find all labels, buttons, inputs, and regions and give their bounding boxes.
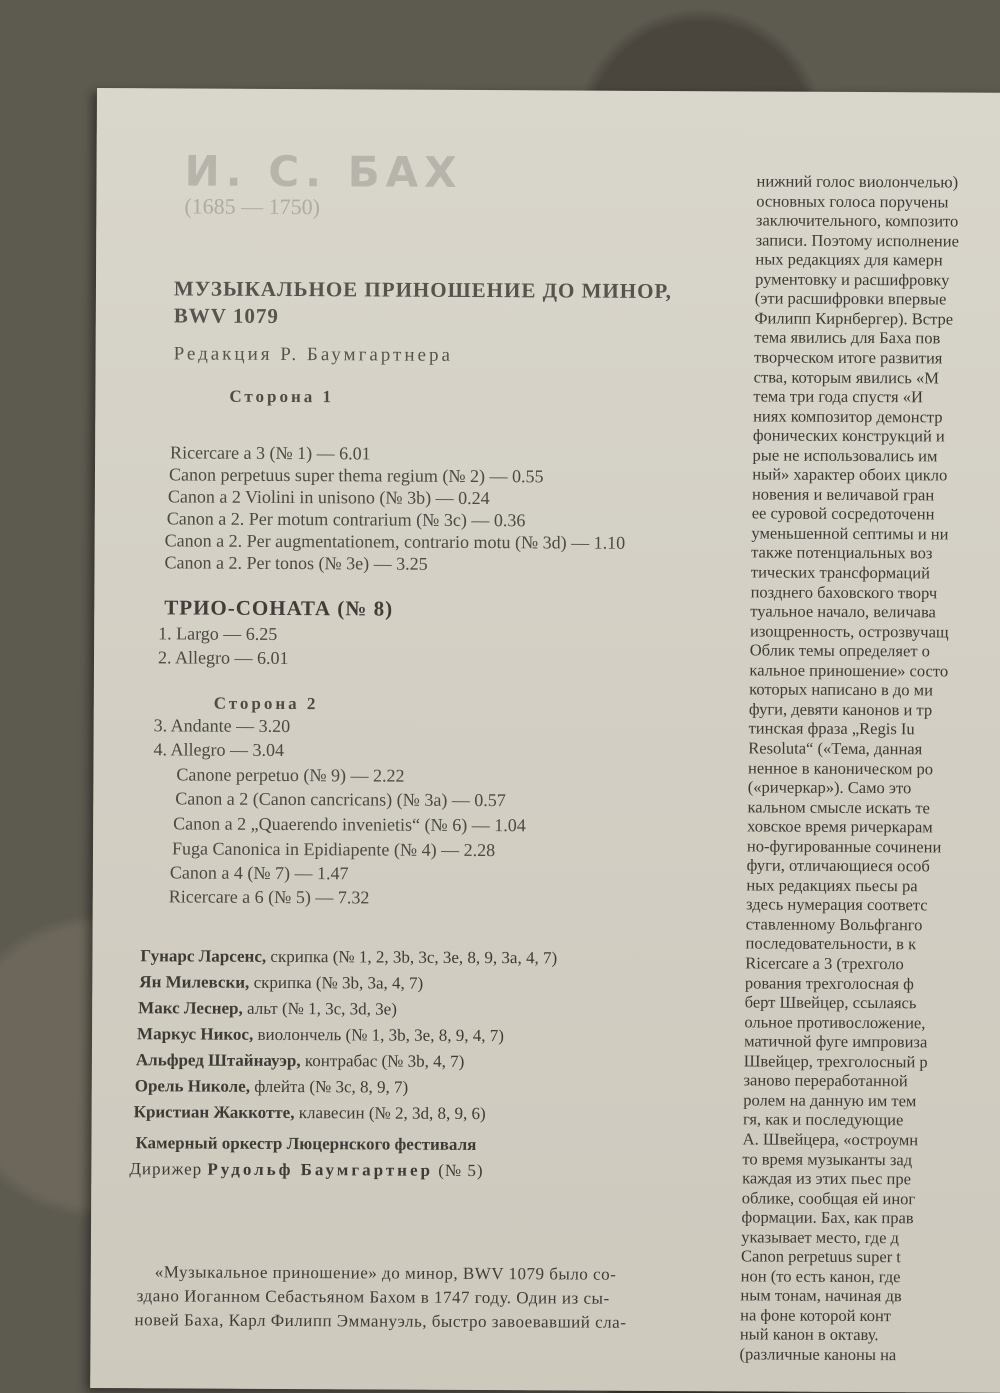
trio-movement: 2. Allegro — 6.01 — [157, 647, 289, 669]
intro-paragraph-line: «Музыкальное приношение» до минор, BWV 1079 было со- — [154, 1262, 617, 1284]
side2-track: Canon a 4 (№ 7) — 1.47 — [169, 862, 349, 884]
orchestra-name: Камерный оркестр Люцернского фестиваля — [135, 1133, 477, 1155]
right-column-line: тических трансформаций — [750, 562, 930, 583]
intro-paragraph-line: здано Иоганном Себастьяном Бахом в 1747 году. Один из сы- — [136, 1286, 610, 1308]
right-column-line: ольное противосложение, — [744, 1012, 926, 1032]
right-column-line: матичной фуге импровиза — [744, 1031, 928, 1052]
right-column-line: ных редакциях для камерн — [755, 249, 943, 270]
conductor-line: Дирижер Рудольф Баумгартнер (№ 5) — [129, 1159, 484, 1181]
right-column-line: фонических конструкций и — [752, 425, 945, 446]
right-column-line: каждая из этих пьес пре — [742, 1168, 912, 1189]
right-column-line: ролем на данную им тем — [743, 1090, 917, 1111]
right-column-line: последовательности, в к — [745, 933, 917, 954]
performer-line: Маркус Никос, виолончель (№ 1, 3b, 3e, 8, 9, 4, 7) — [136, 1024, 504, 1046]
right-column-line: ным тонам, начиная дв — [740, 1285, 902, 1306]
side1-track: Ricercare a 3 (№ 1) — 6.01 — [170, 442, 371, 464]
right-column-line: позднего баховского творч — [750, 581, 938, 602]
composer-years: (1685 — 1750) — [184, 193, 321, 220]
trio-movement: 4. Allegro — 3.04 — [153, 739, 285, 760]
right-column-line: Швейцер, трехголосный р — [743, 1051, 928, 1072]
right-column-line: ховское время ричеркарам — [747, 816, 933, 837]
side2-track: Canon a 2 (Canon cancricans) (№ 3a) — 0.57 — [175, 788, 506, 811]
side2-track: Canone perpetuo (№ 9) — 2.22 — [176, 764, 405, 786]
right-column-line: заключительного, композито — [755, 210, 959, 231]
intro-paragraph-line: новей Баха, Карл Филипп Эммануэль, быстро завоевавший сла- — [134, 1310, 627, 1332]
right-column-line: ненное в каноническом ро — [748, 757, 934, 778]
right-column-line: нижний голос виолончелью) — [756, 171, 959, 192]
edition-credit: Редакция Р. Баумгартнера — [173, 343, 453, 366]
right-column-line: записи. Поэтому исполнение — [755, 230, 960, 251]
right-column-line: формации. Бах, как прав — [741, 1207, 914, 1228]
right-column-line: ниях композитор демонстр — [753, 406, 943, 427]
right-column-line: Resoluta“ («Тема, данная — [748, 738, 923, 759]
performer-line: Орель Николе, флейта (№ 3c, 8, 9, 7) — [134, 1076, 409, 1097]
record-sleeve-back — [90, 88, 1000, 1393]
right-column-line: туальное начало, величава — [750, 601, 936, 622]
side2-track: Canon a 2 „Quaerendo invenietis“ (№ 6) — 1.04 — [173, 813, 526, 836]
right-column-line: рования трехголосная ф — [744, 972, 914, 993]
work-title-line1: МУЗЫКАЛЬНОЕ ПРИНОШЕНИЕ ДО МИНОР, — [173, 276, 672, 304]
trio-sonata-title: ТРИО-СОНАТА (№ 8) — [164, 595, 394, 621]
right-column-line: берт Швейцер, ссылаясь — [744, 992, 917, 1013]
right-column-line: кальном смысле искать те — [747, 797, 930, 817]
right-column-line: заново переработанной — [743, 1070, 908, 1091]
right-column-line: рые не использовались им — [752, 445, 938, 466]
right-column-line: ных редакциях пьесы ра — [746, 875, 918, 896]
right-column-line: (эти расшифровки впервые — [754, 288, 947, 309]
right-column-line: на фоне которой конт — [740, 1305, 892, 1326]
side1-track: Canon a 2. Per motum contrarium (№ 3c) — 0.36 — [166, 508, 526, 531]
composer-name: И. С. БАХ — [184, 146, 463, 197]
right-column-line: тинская фраза „Regis Iu — [748, 718, 915, 739]
right-column-line: рументовку и расшифровку — [755, 269, 950, 290]
right-column-line: ный» характер обоих цикло — [752, 464, 948, 485]
right-column-line: (различные каноны на — [739, 1344, 897, 1365]
side1-label: Сторона 1 — [229, 386, 335, 407]
right-column-line: тема явились для Баха пов — [754, 327, 941, 348]
performer-line: Макс Леснер, альт (№ 1, 3c, 3d, 3e) — [138, 998, 397, 1019]
right-column-line: творческом итоге развития — [753, 347, 943, 368]
right-column-line: здесь нумерация соответс — [746, 894, 928, 915]
right-column-line: но-фугированные сочинени — [746, 836, 942, 857]
right-column-line: ства, которым явились «М — [753, 366, 939, 387]
right-column-line: Ricercare a 3 (трехголо — [745, 953, 904, 974]
right-column-line: также потенциальных воз — [751, 542, 933, 563]
right-column-line: то время музыканты зад — [742, 1148, 913, 1169]
right-column-line: указывает место, где д — [741, 1227, 900, 1247]
right-column-line: гя, как и последующие — [742, 1109, 904, 1130]
right-column-line: Облик темы определяет о — [749, 640, 930, 661]
trio-movement: 3. Andante — 3.20 — [153, 715, 291, 737]
right-column-line: тема три года спустя «И — [753, 386, 923, 407]
performer-line: Гунарс Ларсенс, скрипка (№ 1, 2, 3b, 3c, 3e, 8, 9, 3a, 4, 7) — [140, 946, 558, 968]
right-text-column — [739, 171, 1000, 1365]
right-column-line: которых написано в до ми — [749, 679, 934, 700]
right-column-line: изощренность, острозвучащ — [749, 621, 949, 642]
right-column-line: Canon perpetuus super t — [740, 1246, 901, 1267]
right-column-line: кальное приношение» состо — [749, 660, 949, 681]
right-column-line: ее суровой сосредоточенн — [751, 503, 935, 524]
side2-track: Fuga Canonica in Epidiapente (№ 4) — 2.28 — [171, 838, 496, 861]
work-title-line2: BWV 1079 — [173, 303, 279, 328]
right-column-line: А. Швейцера, «остроумн — [742, 1129, 919, 1150]
right-column-line: новения и величавой гран — [751, 484, 935, 505]
right-column-line: основных голоса поручены — [756, 191, 949, 212]
right-column-line: облике, сообщая ей иног — [741, 1187, 916, 1208]
right-column-line: ставленному Вольфганго — [745, 914, 923, 935]
right-column-line: фуги, девяти канонов и тр — [748, 699, 933, 720]
right-column-line: нон (то есть канон, где — [740, 1266, 901, 1287]
right-column-line: фуги, отличающиеся особ — [746, 855, 930, 876]
right-column-line: Филипп Кирнбергер). Встре — [754, 308, 954, 329]
right-column-line: («ричеркар»). Само это — [747, 777, 912, 798]
performer-line: Ян Милевски, скрипка (№ 3b, 3a, 4, 7) — [139, 972, 424, 993]
performer-line: Альфред Штайнауэр, контрабас (№ 3b, 4, 7) — [135, 1050, 465, 1071]
side2-label: Сторона 2 — [213, 693, 319, 714]
side1-track: Canon a 2 Violini in unisono (№ 3b) — 0.24 — [167, 486, 490, 509]
right-column-line: уменьшенной септимы и ни — [751, 523, 949, 544]
side1-track: Canon a 2. Per tonos (№ 3e) — 3.25 — [164, 552, 428, 574]
trio-movement: 1. Largo — 6.25 — [158, 623, 278, 644]
performer-line: Кристиан Жаккотте, клавесин (№ 2, 3d, 8, 9, 6) — [133, 1102, 486, 1124]
side1-track: Canon a 2. Per augmentationem, contrario motu (№ 3d) — 1.10 — [164, 530, 626, 553]
right-column-line: ный канон в октаву. — [739, 1324, 879, 1345]
side1-track: Canon perpetuus super thema regium (№ 2) — 0.55 — [168, 464, 544, 487]
side2-track: Ricercare a 6 (№ 5) — 7.32 — [168, 886, 370, 908]
